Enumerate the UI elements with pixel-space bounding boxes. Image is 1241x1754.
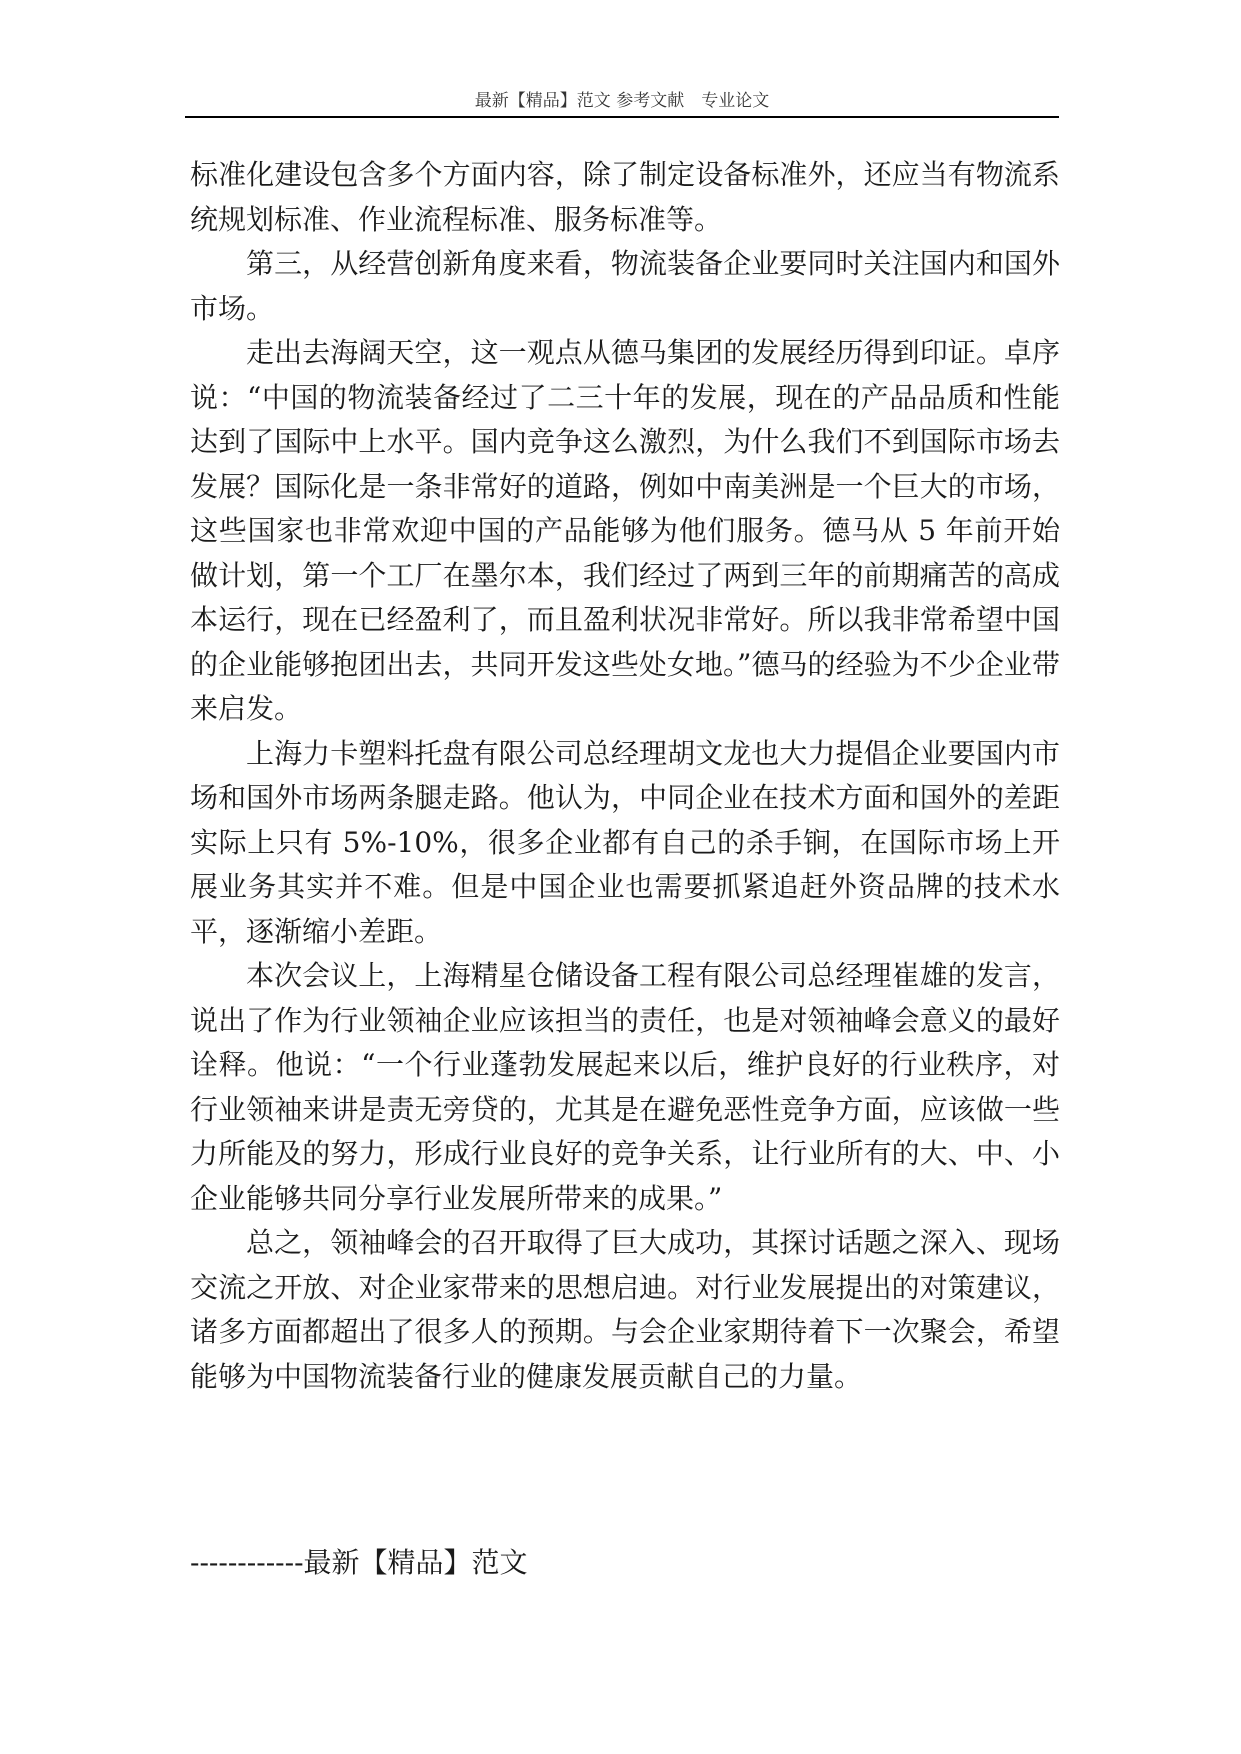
- paragraph: 走出去海阔天空，这一观点从德马集团的发展经历得到印证。卓序说：“中国的物流装备经过了二三十年的发展，现在的产品品质和性能达到了国际中上水平。国内竞争这么激烈，为什么我们不到国际市场去发展？国际化是一条非常好的道路，例如中南美洲是一个巨大的市场，这些国家也非常欢迎中国的产品能够为他们服务。德马从 5 年前开始做计划，第一个工厂在墨尔本，我们经过了两到三年的前期痛苦的高成本运行，现在已经盈利了，而且盈利状况非常好。所以我非常希望中国的企业能够抱团出去，共同开发这些处女地。”德马的经验为不少企业带来启发。: [190, 336, 1060, 725]
- paragraph: 总之，领袖峰会的召开取得了巨大成功，其探讨话题之深入、现场交流之开放、对企业家带来的思想启迪。对行业发展提出的对策建议，诸多方面都超出了很多人的预期。与会企业家期待着下一次聚会，希望能够为中国物流装备行业的健康发展贡献自己的力量。: [190, 1226, 1060, 1393]
- paragraph-continuation: 标准化建设包含多个方面内容，除了制定设备标准外，还应当有物流系统规划标准、作业流程标准、服务标准等。: [190, 158, 1060, 236]
- paragraph: 本次会议上，上海精星仓储设备工程有限公司总经理崔雄的发言，说出了作为行业领袖企业应该担当的责任，也是对领袖峰会意义的最好诠释。他说：“一个行业蓬勃发展起来以后，维护良好的行业秩序，对行业领袖来讲是责无旁贷的，尤其是在避免恶性竞争方面，应该做一些力所能及的努力，形成行业良好的竞争关系，让行业所有的大、中、小企业能够共同分享行业发展所带来的成果。”: [190, 959, 1060, 1215]
- page-footer: ------------最新【精品】范文: [190, 1546, 528, 1579]
- paragraph: 上海力卡塑料托盘有限公司总经理胡文龙也大力提倡企业要国内市场和国外市场两条腿走路。他认为，中同企业在技术方面和国外的差距实际上只有 5%-10%，很多企业都有自己的杀手锏，在国际市场上开展业务其实并不难。但是中国企业也需要抓紧追赶外资品牌的技术水平，逐渐缩小差距。: [190, 736, 1060, 948]
- paragraph: 第三，从经营创新角度来看，物流装备企业要同时关注国内和国外市场。: [190, 247, 1060, 325]
- document-body: [190, 153, 1060, 1399]
- page-header: 最新【精品】范文 参考文献 专业论文: [185, 86, 1059, 118]
